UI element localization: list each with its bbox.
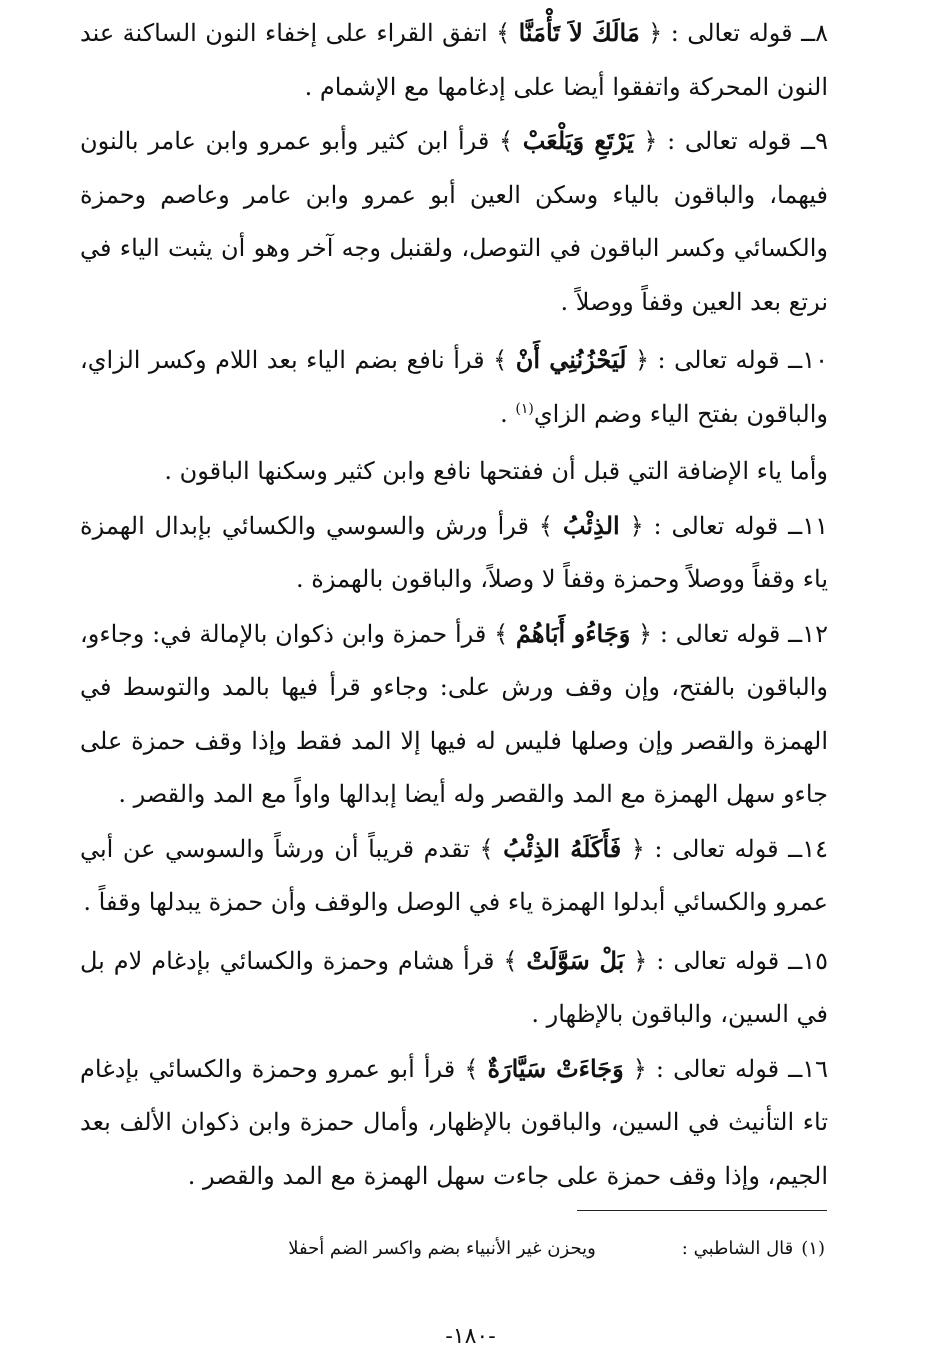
verse-close-bracket: ﴾ (493, 346, 508, 374)
verse-close-bracket: ﴾ (503, 946, 518, 975)
footnote-verse: ويحزن غير الأنبياء بضم واكسر الضم أحفلا (288, 1238, 596, 1259)
quran-verse: وَجَاءُو أَبَاهُمْ (515, 618, 631, 648)
paragraph-number: ٩ــ (801, 127, 828, 155)
quran-verse: الذِئْبُ (562, 510, 620, 540)
quran-verse: وَجَاءَتْ سَيَّارَةٌ (487, 1053, 624, 1083)
footnote (120, 1234, 825, 1264)
paragraph-number: ١٦ــ (788, 1054, 828, 1083)
paragraph-intro: قوله تعالى : (657, 346, 780, 374)
verse-close-bracket: ﴾ (494, 619, 509, 648)
paragraph-number: ١٢ــ (788, 619, 828, 648)
paragraph-text: قرأ ابن كثير وأبو عمرو وابن عامر بالنون فيهما، والباقون بالياء وسكن العين أبو عمرو وابن عامر وعاصم وحمزة والكسائي وكسر الباقون في التوصل، ولقنبل وجه آخر وهو أن يثبت الياء في نرتع بعد العين وقفاً ووصلاً . (80, 127, 828, 316)
footnote-source: قال الشاطبي : (681, 1238, 794, 1259)
quran-verse: لَيَحْزُنُنِي أَنْ (515, 345, 627, 374)
paragraph-number: ١١ــ (788, 511, 828, 540)
paragraph-text: قرأ هشام وحمزة والكسائي بإدغام لام بل في السين، والباقون بالإظهار . (80, 946, 828, 1028)
paragraph-text: تقدم قريباً أن ورشاً والسوسي عن أبي عمرو والكسائي أبدلوا الهمزة ياء في الوصل والوقف وأن حمزة يبدلها وقفاً . (80, 834, 828, 916)
page-number: -١٨٠- (445, 1324, 496, 1349)
verse-close-bracket: ﴾ (479, 834, 494, 863)
paragraph-11 (80, 499, 828, 607)
quran-verse: بَلْ سَوَّلَتْ (526, 945, 625, 975)
verse-open-bracket: ﴿ (643, 127, 658, 155)
quran-verse: مَالَكَ لاَ تَأْمَنَّا (518, 18, 640, 47)
footnote-number: (١) (801, 1238, 825, 1259)
verse-open-bracket: ﴿ (629, 511, 644, 540)
paragraph-intro: قوله تعالى : (654, 834, 779, 863)
footnote-reference[interactable]: (١) (515, 400, 534, 417)
paragraph-8 (80, 6, 828, 114)
paragraph-ya-idafa (80, 445, 828, 499)
paragraph-intro: قوله تعالى : (659, 619, 781, 648)
verse-open-bracket: ﴿ (648, 19, 663, 47)
paragraph-number: ١٥ــ (788, 946, 829, 975)
verse-close-bracket: ﴾ (464, 1054, 479, 1083)
paragraph-9 (80, 114, 828, 329)
paragraph-text: قرأ أبو عمرو وحمزة والكسائي بإدغام تاء التأنيث في السين، والباقون بالإظهار، وأمال حمزة وابن ذكوان الألف بعد الجيم، وإذا وقف حمزة على جاءت سهل الهمزة مع المد والقصر . (80, 1054, 828, 1190)
paragraph-number: ٨ــ (801, 19, 829, 47)
verse-open-bracket: ﴿ (633, 946, 648, 975)
paragraph-intro: قوله تعالى : (667, 127, 792, 155)
verse-close-bracket: ﴾ (496, 19, 511, 47)
verse-open-bracket: ﴿ (632, 1054, 647, 1083)
paragraph-15 (80, 934, 828, 1042)
paragraph-text: وأما ياء الإضافة التي قبل أن ففتحها نافع وابن كثير وسكنها الباقون . (164, 457, 828, 485)
paragraph-16 (80, 1042, 828, 1204)
verse-open-bracket: ﴿ (638, 619, 653, 648)
paragraph-text: قرأ ورش والسوسي والكسائي بإبدال الهمزة ياء وقفاً ووصلاً وحمزة وقفاً لا وصلاً، والباقون بالهمزة . (80, 511, 828, 593)
paragraph-10 (80, 333, 828, 441)
quran-verse: فَأَكَلَهُ الذِئْبُ (503, 833, 622, 863)
paragraph-text: قرأ حمزة وابن ذكوان بالإمالة في: وجاءو، والباقون بالفتح، وإن وقف ورش على: وجاءو قرأ فيها بالمد والتوسط في الهمزة والقصر وإن وصلها فليس له فيها إلا المد فقط وإذا وقف حمزة على جاءو سهل الهمزة مع المد والقصر وله أيضا إبدالها واواً مع المد والقصر . (80, 619, 828, 808)
paragraph-12 (80, 607, 828, 822)
footnote-divider (577, 1210, 827, 1211)
paragraph-intro: قوله تعالى : (655, 1054, 780, 1083)
main-text (80, 6, 828, 1203)
paragraph-intro: قوله تعالى : (670, 19, 793, 47)
verse-close-bracket: ﴾ (538, 511, 553, 540)
paragraph-number: ١٤ــ (788, 834, 828, 863)
verse-close-bracket: ﴾ (499, 127, 514, 155)
paragraph-intro: قوله تعالى : (653, 511, 779, 540)
paragraph-text: قرأ نافع بضم الياء بعد اللام وكسر الزاي، والباقون بفتح الياء وضم الزاي (80, 346, 828, 428)
verse-open-bracket: ﴿ (634, 346, 650, 374)
paragraph-text: اتفق القراء على إخفاء النون الساكنة عند النون المحركة واتفقوا أيضا على إدغامها مع الإشمام . (80, 19, 828, 101)
verse-open-bracket: ﴿ (630, 834, 645, 863)
quran-verse: يَرْتَعِ وَيَلْعَبْ (522, 126, 634, 155)
paragraph-tail: . (500, 399, 516, 428)
paragraph-14 (80, 822, 828, 930)
paragraph-intro: قوله تعالى : (656, 946, 780, 975)
paragraph-number: ١٠ــ (788, 346, 828, 374)
